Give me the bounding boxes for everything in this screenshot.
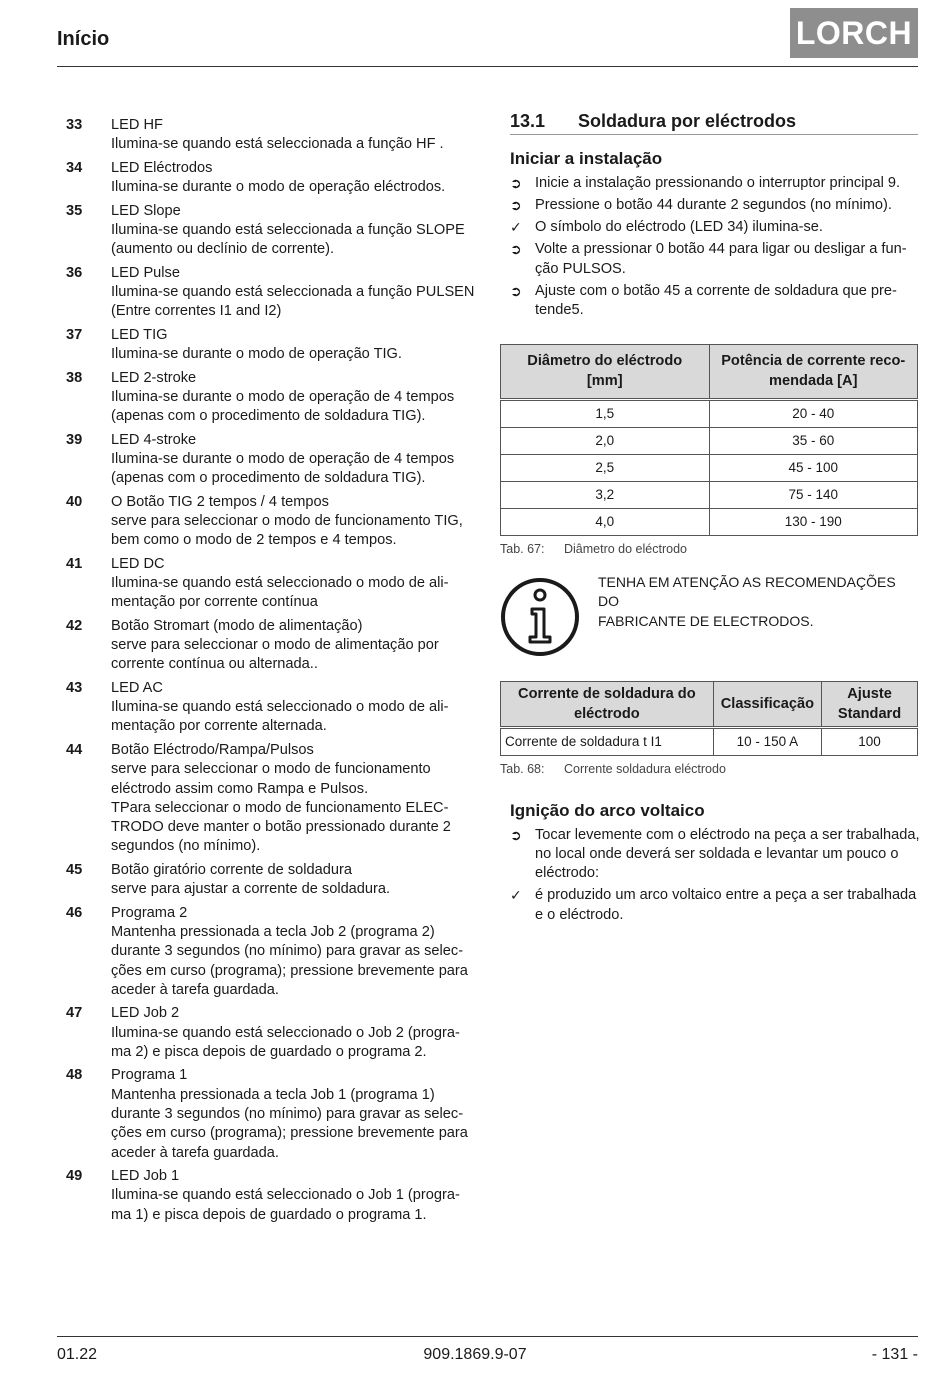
table-header-cell xyxy=(822,681,918,727)
arrow-icon: ➲ xyxy=(510,196,522,213)
footer-date: 01.22 xyxy=(57,1346,98,1363)
entry-line: Botão Eléctrodo/Rampa/Pulsos xyxy=(111,741,314,758)
table-68-caption xyxy=(500,760,918,779)
table-header-cell xyxy=(501,681,714,727)
entry-line: Botão giratório corrente de soldadura xyxy=(111,861,352,878)
entry-body xyxy=(111,1004,478,1062)
entry-line: LED Pulse xyxy=(111,264,180,281)
bullet-line: ção PULSOS. xyxy=(535,260,626,277)
entry-line: serve para seleccionar o modo de funcionamento xyxy=(111,761,431,778)
entry-line: corrente contínua ou alternada.. xyxy=(111,656,318,673)
page-title: Início xyxy=(57,28,110,50)
footer-divider xyxy=(57,1336,918,1337)
entry-line: bem como o modo de 2 tempos e 4 tempos. xyxy=(111,532,397,549)
legend-entry xyxy=(66,741,478,857)
legend-entry xyxy=(66,202,478,260)
entry-line: Ilumina-se quando está seleccionada a função PULSEN xyxy=(111,283,475,300)
entry-body xyxy=(111,493,478,551)
entry-line: Ilumina-se quando está seleccionado o modo de ali- xyxy=(111,699,449,716)
entry-body xyxy=(111,904,478,1000)
entry-line: TPara seleccionar o modo de funcionamento ELEC- xyxy=(111,799,449,816)
entry-number: 39 xyxy=(66,431,83,448)
bullet-line: Tocar levemente com o eléctrodo na peça a ser trabalhada, xyxy=(535,826,920,843)
footer-doc-number: 909.1869.9-07 xyxy=(423,1346,527,1363)
legend-entry xyxy=(66,264,478,322)
entry-number: 40 xyxy=(66,493,83,510)
entry-line: Programa 1 xyxy=(111,1067,188,1084)
table-cell: 3,2 xyxy=(501,481,710,508)
entry-number: 43 xyxy=(66,679,83,696)
legend-entry xyxy=(66,369,478,427)
entry-line: LED Job 1 xyxy=(111,1168,180,1185)
table-row xyxy=(501,427,918,454)
entry-line: LED 2-stroke xyxy=(111,369,197,386)
entry-line: LED AC xyxy=(111,679,163,696)
right-column xyxy=(500,111,920,928)
table-cell: 2,0 xyxy=(501,427,710,454)
table-row xyxy=(501,454,918,481)
entry-line: Botão Stromart (modo de alimentação) xyxy=(111,617,363,634)
section-number: 13.1 xyxy=(510,111,546,131)
entry-line: Ilumina-se durante o modo de operação TIG. xyxy=(111,346,402,363)
table-cell: Corrente de soldadura t I1 xyxy=(501,727,714,755)
header-line: Standard xyxy=(837,705,902,722)
header-line: Corrente de soldadura do xyxy=(518,685,696,702)
bullet-item xyxy=(510,886,918,925)
legend-entry xyxy=(66,431,478,489)
bullet-item xyxy=(510,240,918,279)
entry-line: Ilumina-se durante o modo de operação eléctrodos. xyxy=(111,179,446,196)
table-67-caption xyxy=(500,540,918,559)
entry-line: Ilumina-se quando está seleccionado o modo de ali- xyxy=(111,575,449,592)
footer-page-number: - 131 - xyxy=(871,1346,918,1363)
header-line: [mm] xyxy=(586,373,623,390)
check-icon: ✓ xyxy=(510,219,522,236)
bullet-line: Inicie a instalação pressionando o interruptor principal 9. xyxy=(535,174,901,191)
table-row xyxy=(501,399,918,427)
table-cell: 1,5 xyxy=(501,399,710,427)
entry-line: LED HF xyxy=(111,117,163,133)
bullet-line: Pressione o botão 44 durante 2 segundos (no mínimo). xyxy=(535,196,892,213)
entry-body xyxy=(111,861,478,900)
arrow-icon: ➲ xyxy=(510,826,522,843)
entry-line: durante 3 segundos (no mínimo) para gravar as selec- xyxy=(111,1106,464,1123)
entry-line: LED TIG xyxy=(111,326,168,343)
table-cell: 130 - 190 xyxy=(709,508,918,535)
entry-body xyxy=(111,202,478,260)
entry-body xyxy=(111,1066,478,1162)
entry-number: 46 xyxy=(66,904,83,921)
entry-body xyxy=(111,431,478,489)
ignition-bullet-list xyxy=(510,826,918,925)
entry-body xyxy=(111,159,478,198)
table-cell: 75 - 140 xyxy=(709,481,918,508)
entry-line: Ilumina-se quando está seleccionado o Job 1 (progra- xyxy=(111,1187,460,1204)
legend-entry xyxy=(66,493,478,551)
legend-entry xyxy=(66,861,478,900)
section-title: Soldadura por eléctrodos xyxy=(578,111,797,131)
bullet-text xyxy=(535,886,916,925)
header-line: mendada [A] xyxy=(769,373,858,390)
entry-body xyxy=(111,116,478,155)
legend-entry xyxy=(66,617,478,675)
bullet-line: O símbolo do eléctrodo (LED 34) ilumina-se. xyxy=(535,219,823,236)
entry-line: eléctrodo assim como Rampa e Pulsos. xyxy=(111,780,369,797)
entry-number: 41 xyxy=(66,555,83,572)
legend-entry xyxy=(66,1004,478,1062)
caption-text: Corrente soldadura eléctrodo xyxy=(564,761,726,776)
legend-entry xyxy=(66,904,478,1000)
entry-number: 44 xyxy=(66,741,83,758)
entry-body xyxy=(111,555,478,613)
entry-line: ções em curso (programa); pressione brevemente para xyxy=(111,962,468,979)
entry-line: Ilumina-se quando está seleccionada a função SLOPE xyxy=(111,221,465,238)
entry-line: serve para ajustar a corrente de soldadura. xyxy=(111,881,391,898)
info-icon xyxy=(500,573,598,659)
entry-line: TRODO deve manter o botão pressionado durante 2 xyxy=(111,819,451,836)
bullet-text xyxy=(535,196,892,215)
entry-line: LED 4-stroke xyxy=(111,431,197,448)
bullet-line: tende5. xyxy=(535,302,584,319)
table-row xyxy=(501,727,918,755)
table-cell: 10 - 150 A xyxy=(713,727,821,755)
header-line: eléctrodo xyxy=(573,705,640,722)
table-row xyxy=(501,481,918,508)
entry-number: 37 xyxy=(66,326,83,343)
legend-entry xyxy=(66,679,478,737)
entry-number: 45 xyxy=(66,861,83,878)
entry-line: serve para seleccionar o modo de alimentação por xyxy=(111,637,439,654)
entry-body xyxy=(111,679,478,737)
arrow-icon: ➲ xyxy=(510,174,522,191)
table-header-cell xyxy=(709,344,918,399)
entry-line: mentação por corrente alternada. xyxy=(111,718,327,735)
legend-entry xyxy=(66,1066,478,1162)
info-note xyxy=(500,573,918,659)
legend-entry xyxy=(66,326,478,365)
entry-line: ma 1) e pisca depois de guardado o programa 1. xyxy=(111,1206,427,1223)
caption-number: Tab. 67: xyxy=(500,541,545,556)
table-row xyxy=(501,508,918,535)
legend-entry xyxy=(66,1167,478,1225)
bullet-line: Ajuste com o botão 45 a corrente de soldadura que pre- xyxy=(535,283,897,300)
entry-line: Programa 2 xyxy=(111,904,188,921)
entry-line: LED Job 2 xyxy=(111,1005,180,1022)
entry-line: (apenas com o procedimento de soldadura TIG). xyxy=(111,470,426,487)
entry-line: Mantenha pressionada a tecla Job 1 (programa 1) xyxy=(111,1086,435,1103)
table-cell: 100 xyxy=(822,727,918,755)
bullet-line: e o eléctrodo. xyxy=(535,906,624,923)
entry-body xyxy=(111,741,478,857)
entry-line: LED Eléctrodos xyxy=(111,159,213,176)
legend-entry xyxy=(66,159,478,198)
bullet-text xyxy=(535,282,897,321)
entry-line: Mantenha pressionada a tecla Job 2 (programa 2) xyxy=(111,924,435,941)
entry-number: 42 xyxy=(66,617,83,634)
start-heading: Iniciar a instalação xyxy=(510,149,663,169)
entry-line: LED DC xyxy=(111,555,165,572)
bullet-line: Volte a pressionar 0 botão 44 para ligar ou desligar a fun- xyxy=(535,241,907,258)
check-icon: ✓ xyxy=(510,887,522,904)
table-cell: 35 - 60 xyxy=(709,427,918,454)
entry-body xyxy=(111,264,478,322)
entry-line: Ilumina-se quando está seleccionada a função HF . xyxy=(111,136,444,153)
header-divider xyxy=(57,66,918,67)
entry-line: ções em curso (programa); pressione brevemente para xyxy=(111,1125,468,1142)
legend-entry xyxy=(66,116,478,155)
note-line: TENHA EM ATENÇÃO AS RECOMENDAÇÕES DO xyxy=(598,573,896,610)
entry-line: O Botão TIG 2 tempos / 4 tempos xyxy=(111,493,329,510)
header-line: Diâmetro do eléctrodo xyxy=(527,353,683,370)
entry-line: Ilumina-se quando está seleccionado o Job 2 (progra- xyxy=(111,1024,460,1041)
table-cell: 2,5 xyxy=(501,454,710,481)
bullet-line: no local onde deverá ser soldada e levantar um pouco o xyxy=(535,845,899,862)
entry-line: mentação por corrente contínua xyxy=(111,594,318,611)
welding-current-table xyxy=(500,681,918,756)
bullet-item xyxy=(510,218,918,237)
entry-line: aceder à tarefa guardada. xyxy=(111,981,279,998)
ignition-heading: Ignição do arco voltaico xyxy=(510,801,705,821)
bullet-line: eléctrodo: xyxy=(535,865,600,882)
legend-entry xyxy=(66,555,478,613)
table-header-cell xyxy=(501,344,710,399)
entry-body xyxy=(111,326,478,365)
entry-line: aceder à tarefa guardada. xyxy=(111,1144,279,1161)
bullet-text xyxy=(535,174,900,193)
note-text xyxy=(598,573,918,659)
arrow-icon: ➲ xyxy=(510,283,522,300)
bullet-item xyxy=(510,282,918,321)
bullet-item xyxy=(510,196,918,215)
legend-list xyxy=(66,116,478,1229)
entry-line: Ilumina-se durante o modo de operação de 4 tempos xyxy=(111,450,455,467)
arrow-icon: ➲ xyxy=(510,241,522,258)
entry-number: 36 xyxy=(66,264,83,281)
caption-text: Diâmetro do eléctrodo xyxy=(564,541,687,556)
header-line: Ajuste xyxy=(847,685,892,702)
entry-body xyxy=(111,1167,478,1225)
entry-number: 49 xyxy=(66,1168,83,1185)
table-header-cell xyxy=(713,681,821,727)
header-line: Classificação xyxy=(720,695,815,712)
bullet-text xyxy=(535,218,823,237)
entry-line: (Entre correntes I1 and I2) xyxy=(111,303,282,320)
caption-number: Tab. 68: xyxy=(500,761,545,776)
entry-line: ma 2) e pisca depois de guardado o programa 2. xyxy=(111,1043,427,1060)
bullet-line: é produzido um arco voltaico entre a peça a ser trabalhada xyxy=(535,887,917,904)
entry-line: durante 3 segundos (no mínimo) para gravar as selec- xyxy=(111,943,464,960)
entry-line: segundos (no mínimo). xyxy=(111,838,261,855)
entry-body xyxy=(111,617,478,675)
lorch-logo: LORCH xyxy=(790,8,918,58)
entry-line: Ilumina-se durante o modo de operação de 4 tempos xyxy=(111,388,455,405)
section-heading xyxy=(510,112,918,135)
entry-number: 48 xyxy=(66,1067,83,1084)
entry-number: 33 xyxy=(66,117,83,133)
table-cell: 4,0 xyxy=(501,508,710,535)
table-cell: 20 - 40 xyxy=(709,399,918,427)
electrode-diameter-table xyxy=(500,344,918,536)
entry-line: serve para seleccionar o modo de funcionamento TIG, xyxy=(111,512,463,529)
entry-number: 38 xyxy=(66,369,83,386)
start-bullet-list xyxy=(510,174,918,321)
entry-number: 35 xyxy=(66,202,83,219)
entry-number: 47 xyxy=(66,1005,83,1022)
bullet-text xyxy=(535,240,907,279)
entry-line: (apenas com o procedimento de soldadura TIG). xyxy=(111,408,426,425)
entry-number: 34 xyxy=(66,159,83,176)
entry-line: (aumento ou declínio de corrente). xyxy=(111,241,335,258)
bullet-item xyxy=(510,174,918,193)
header-line: Potência de corrente reco- xyxy=(721,353,906,370)
bullet-text xyxy=(535,826,920,884)
table-cell: 45 - 100 xyxy=(709,454,918,481)
bullet-item xyxy=(510,826,918,884)
entry-line: LED Slope xyxy=(111,202,181,219)
entry-body xyxy=(111,369,478,427)
note-line: FABRICANTE DE ELECTRODOS. xyxy=(598,612,814,629)
